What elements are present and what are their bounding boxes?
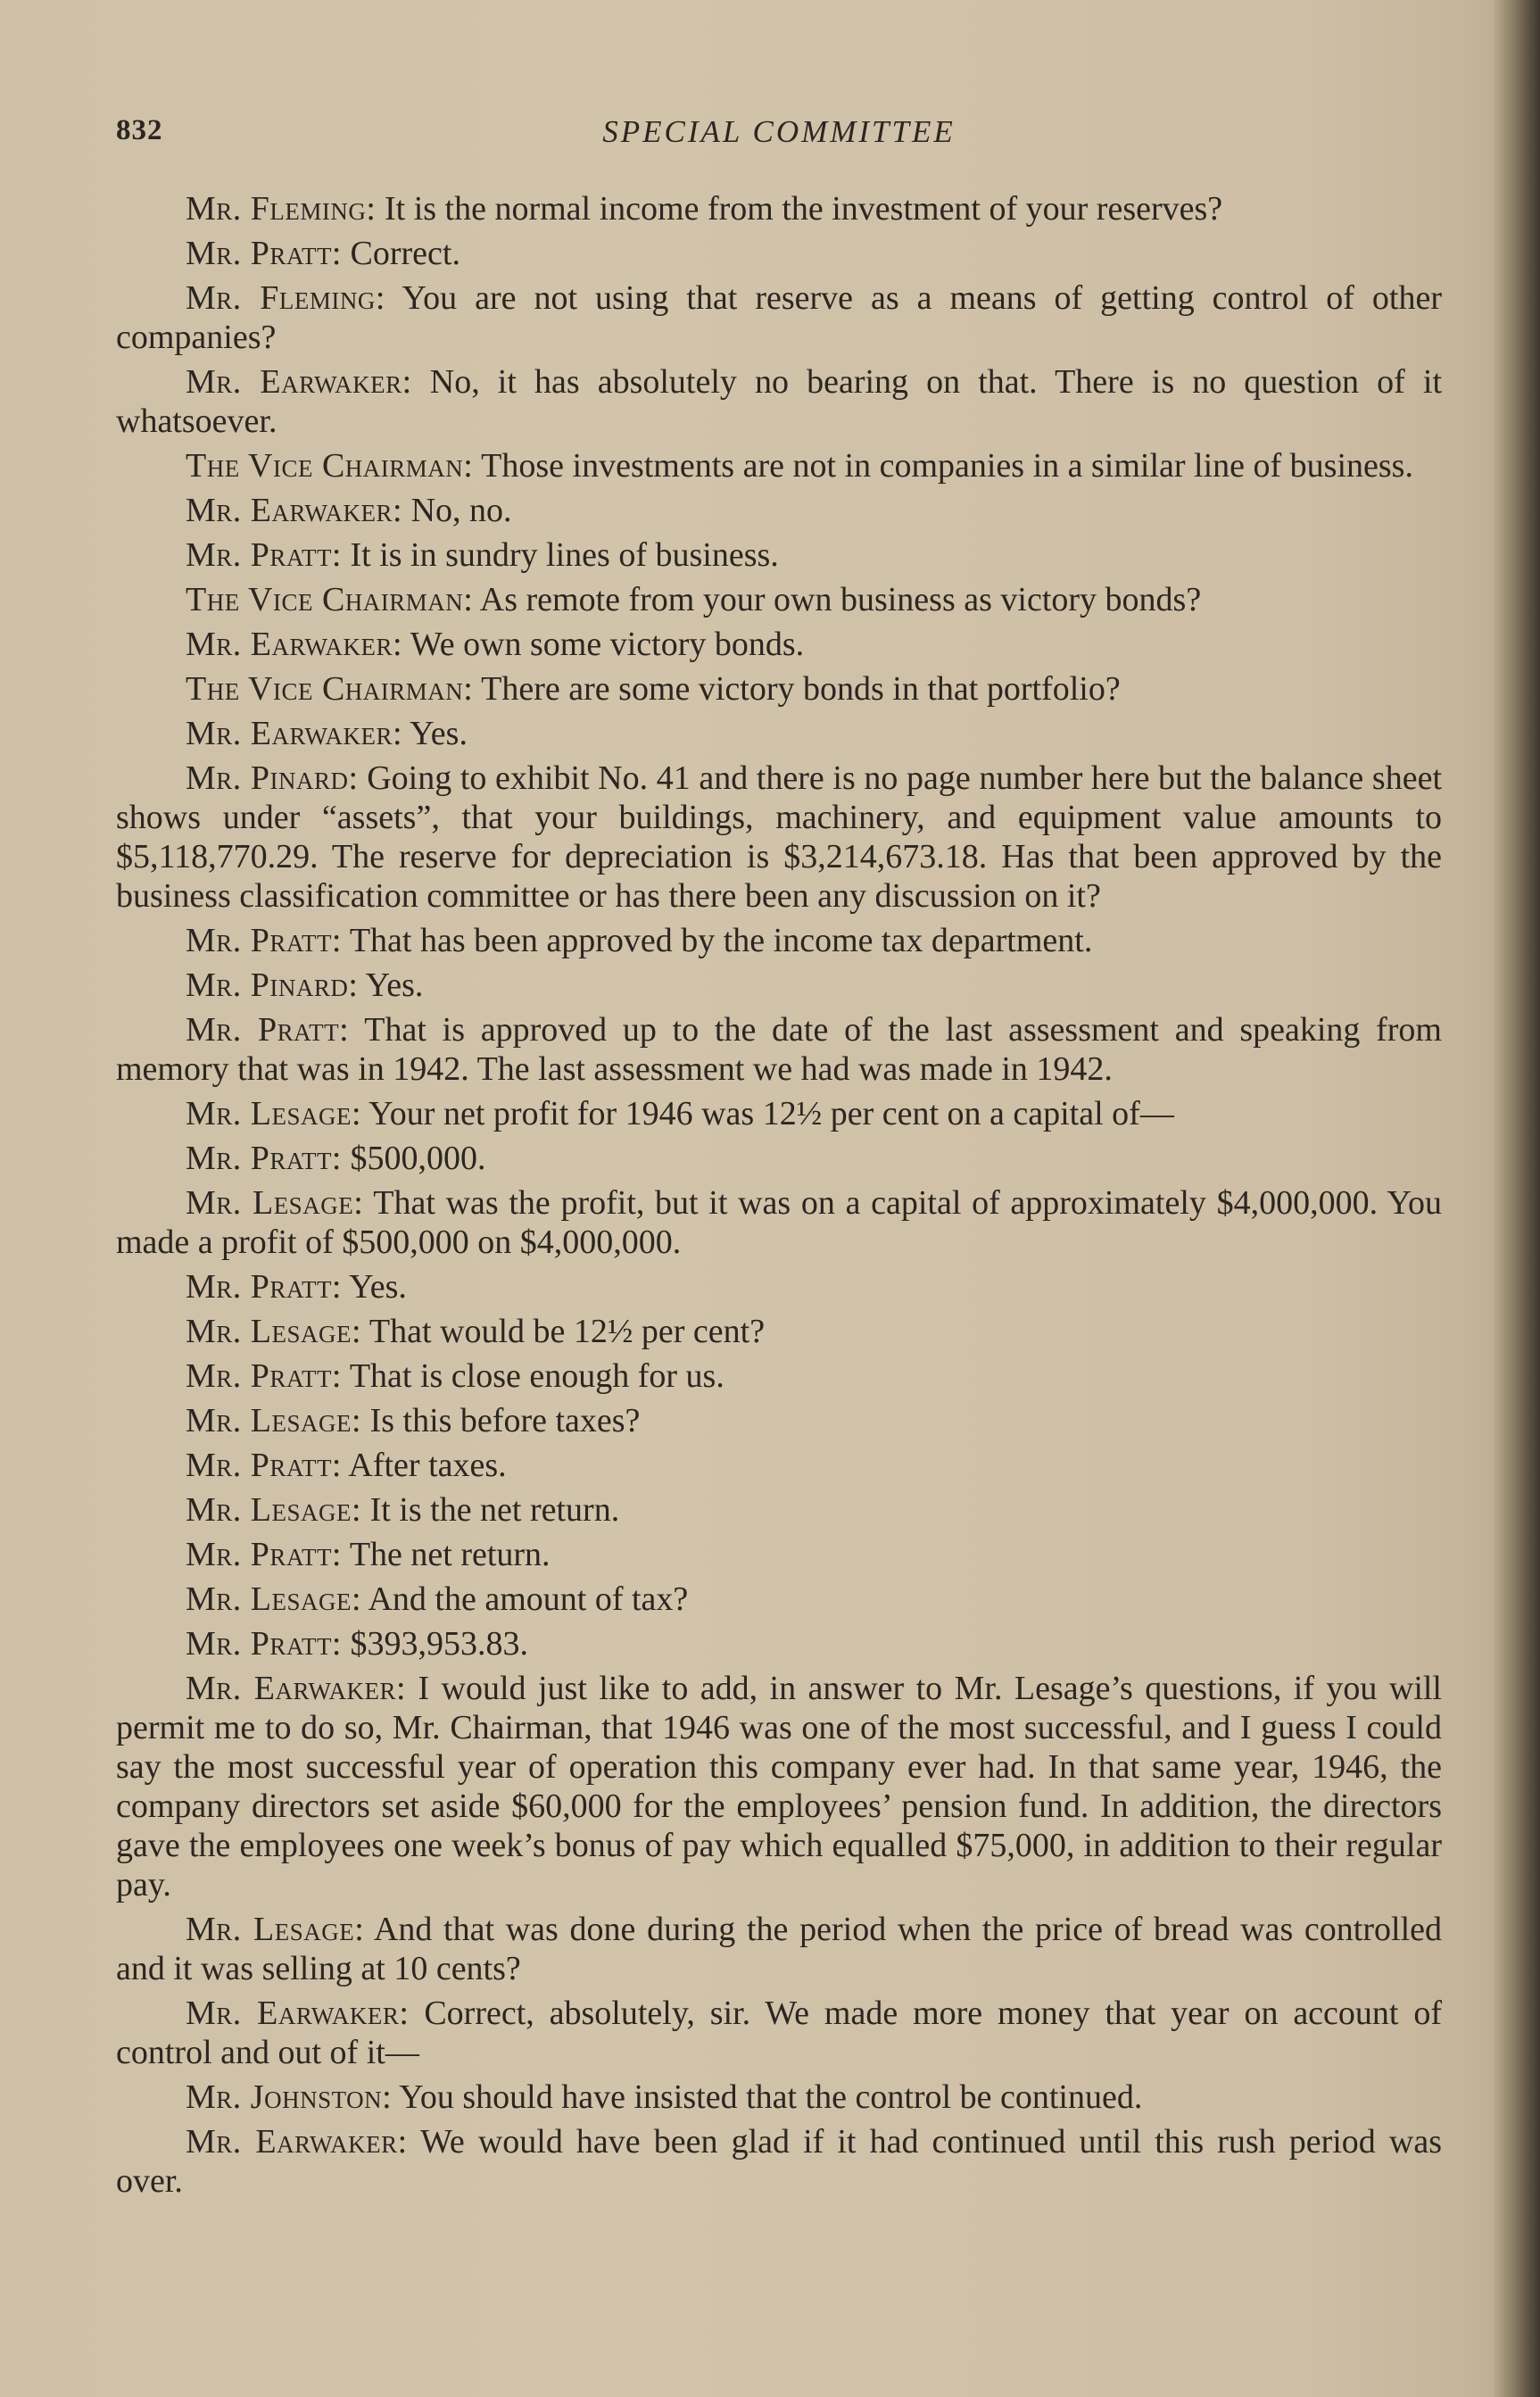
transcript-paragraph xyxy=(116,1139,1442,1178)
speech-text: You are not using that reserve as a means of getting control of other companies? xyxy=(116,279,1442,356)
page-header xyxy=(116,114,1442,159)
transcript-paragraph xyxy=(116,2122,1442,2201)
speaker-name: Mr. Pratt: xyxy=(186,235,342,272)
transcript-paragraph xyxy=(116,714,1442,753)
transcript-paragraph xyxy=(116,1910,1442,1988)
speech-text: The net return. xyxy=(342,1536,551,1573)
speech-text: No, it has absolutely no bearing on that. There is no question of it whatsoever. xyxy=(116,363,1442,440)
speaker-name: Mr. Earwaker: xyxy=(186,626,403,663)
transcript-paragraph xyxy=(116,1267,1442,1306)
speech-text: After taxes. xyxy=(342,1447,507,1484)
speech-text: That would be 12½ per cent? xyxy=(361,1313,766,1350)
speaker-name: Mr. Earwaker: xyxy=(186,2123,408,2161)
speech-text: Going to exhibit No. 41 and there is no page number here but the balance sheet shows under “assets”, that your buildings, machinery, and equipment value amounts to $5,118,770.29. The reserve for depreciation is $3,214,673.18. Has that been approved by the business classification committee or has there been any discussion on it? xyxy=(116,759,1442,915)
speaker-name: The Vice Chairman: xyxy=(186,581,474,618)
speech-text: $393,953.83. xyxy=(342,1625,528,1663)
speech-text: That has been approved by the income tax department. xyxy=(342,922,1093,959)
speaker-name: Mr. Lesage: xyxy=(186,1402,362,1439)
speech-text: That is approved up to the date of the last assessment and speaking from memory that was in 1942. The last assessment we had was made in 1942. xyxy=(116,1011,1442,1088)
speech-text: I would just like to add, in answer to Mr. Lesage’s questions, if you will permit me to do so, Mr. Chairman, that 1946 was one of the most successful, and I guess I could say the most successful year of operation this company ever had. In that same year, 1946, the company directors set aside $60,000 for the employees’ pension fund. In addition, the directors gave the employees one week’s bonus of pay which equalled $75,000, in addition to their regular pay. xyxy=(116,1670,1442,1904)
speaker-name: Mr. Earwaker: xyxy=(186,363,412,401)
speaker-name: Mr. Pratt: xyxy=(186,1011,350,1049)
speaker-name: Mr. Lesage: xyxy=(186,1184,364,1222)
speech-text: Yes. xyxy=(402,715,468,752)
speaker-name: Mr. Earwaker: xyxy=(186,1670,407,1707)
speaker-name: Mr. Pratt: xyxy=(186,1536,342,1573)
speaker-name: Mr. Johnston: xyxy=(186,2078,393,2116)
transcript-paragraph xyxy=(116,189,1442,228)
speech-text: And that was done during the period when the price of bread was controlled and it was selling at 10 cents? xyxy=(116,1911,1442,1987)
speech-text: As remote from your own business as victory bonds? xyxy=(473,581,1202,618)
transcript-paragraph xyxy=(116,2078,1442,2117)
transcript-paragraph xyxy=(116,921,1442,960)
speech-text: Correct. xyxy=(342,235,460,272)
speech-text: That is close enough for us. xyxy=(342,1357,724,1395)
speaker-name: Mr. Pinard: xyxy=(186,966,359,1004)
transcript-paragraph xyxy=(116,580,1442,619)
speech-text: There are some victory bonds in that portfolio? xyxy=(473,670,1121,708)
transcript-paragraph xyxy=(116,1010,1442,1089)
transcript-paragraph xyxy=(116,1580,1442,1619)
speaker-name: Mr. Pratt: xyxy=(186,1140,342,1177)
transcript-paragraph xyxy=(116,1994,1442,2072)
speech-text: Is this before taxes? xyxy=(361,1402,641,1439)
speech-text: We would have been glad if it had continued until this rush period was over. xyxy=(116,2123,1442,2200)
book-binding-shadow xyxy=(1494,0,1540,2397)
speech-text: That was the profit, but it was on a capital of approximately $4,000,000. You made a profit of $500,000 on $4,000,000. xyxy=(116,1184,1442,1261)
speech-text: We own some victory bonds. xyxy=(402,626,805,663)
transcript-body xyxy=(116,189,1442,2206)
transcript-paragraph xyxy=(116,669,1442,709)
speech-text: You should have insisted that the control be continued. xyxy=(392,2078,1143,2116)
transcript-paragraph xyxy=(116,491,1442,530)
speech-text: $500,000. xyxy=(342,1140,486,1177)
speaker-name: Mr. Pratt: xyxy=(186,1268,342,1306)
speaker-name: Mr. Fleming: xyxy=(186,279,385,317)
speaker-name: Mr. Lesage: xyxy=(186,1580,362,1618)
speaker-name: Mr. Lesage: xyxy=(186,1313,362,1350)
transcript-paragraph xyxy=(116,1183,1442,1262)
transcript-paragraph xyxy=(116,1490,1442,1530)
transcript-paragraph xyxy=(116,625,1442,664)
transcript-paragraph xyxy=(116,966,1442,1005)
speaker-name: Mr. Lesage: xyxy=(186,1491,362,1529)
speech-text: Correct, absolutely, sir. We made more money that year on account of control and out of it— xyxy=(116,1995,1442,2071)
transcript-paragraph xyxy=(116,234,1442,273)
running-head: SPECIAL COMMITTEE xyxy=(602,114,956,149)
speaker-name: Mr. Pratt: xyxy=(186,922,342,959)
speech-text: It is the normal income from the investment of your reserves? xyxy=(376,190,1223,228)
transcript-paragraph xyxy=(116,1312,1442,1351)
speech-text: And the amount of tax? xyxy=(361,1580,689,1618)
speech-text: Yes. xyxy=(342,1268,407,1306)
transcript-paragraph xyxy=(116,1094,1442,1133)
transcript-paragraph xyxy=(116,362,1442,441)
page-number: 832 xyxy=(116,114,163,146)
speaker-name: Mr. Pinard: xyxy=(186,759,359,797)
speaker-name: Mr. Pratt: xyxy=(186,1625,342,1663)
speaker-name: Mr. Earwaker: xyxy=(186,492,403,529)
transcript-paragraph xyxy=(116,535,1442,575)
transcript-paragraph xyxy=(116,1356,1442,1396)
speech-text: No, no. xyxy=(402,492,512,529)
speaker-name: The Vice Chairman: xyxy=(186,447,474,485)
speech-text: Those investments are not in companies in a similar line of business. xyxy=(473,447,1413,485)
speech-text: Yes. xyxy=(358,966,424,1004)
transcript-paragraph xyxy=(116,1535,1442,1574)
transcript-paragraph xyxy=(116,446,1442,485)
speaker-name: Mr. Lesage: xyxy=(186,1095,362,1132)
speech-text: It is the net return. xyxy=(361,1491,620,1529)
transcript-paragraph xyxy=(116,1669,1442,1904)
speaker-name: Mr. Earwaker: xyxy=(186,715,403,752)
speaker-name: Mr. Lesage: xyxy=(186,1911,365,1948)
transcript-paragraph xyxy=(116,1446,1442,1485)
speech-text: It is in sundry lines of business. xyxy=(342,536,779,574)
speaker-name: Mr. Pratt: xyxy=(186,1447,342,1484)
speech-text: Your net profit for 1946 was 12½ per cent on a capital of— xyxy=(361,1095,1174,1132)
transcript-paragraph xyxy=(116,1401,1442,1440)
speaker-name: Mr. Earwaker: xyxy=(186,1995,410,2032)
speaker-name: Mr. Pratt: xyxy=(186,536,342,574)
speaker-name: The Vice Chairman: xyxy=(186,670,474,708)
speaker-name: Mr. Fleming: xyxy=(186,190,377,228)
transcript-paragraph xyxy=(116,1624,1442,1663)
speaker-name: Mr. Pratt: xyxy=(186,1357,342,1395)
transcript-paragraph xyxy=(116,759,1442,916)
transcript-paragraph xyxy=(116,278,1442,357)
